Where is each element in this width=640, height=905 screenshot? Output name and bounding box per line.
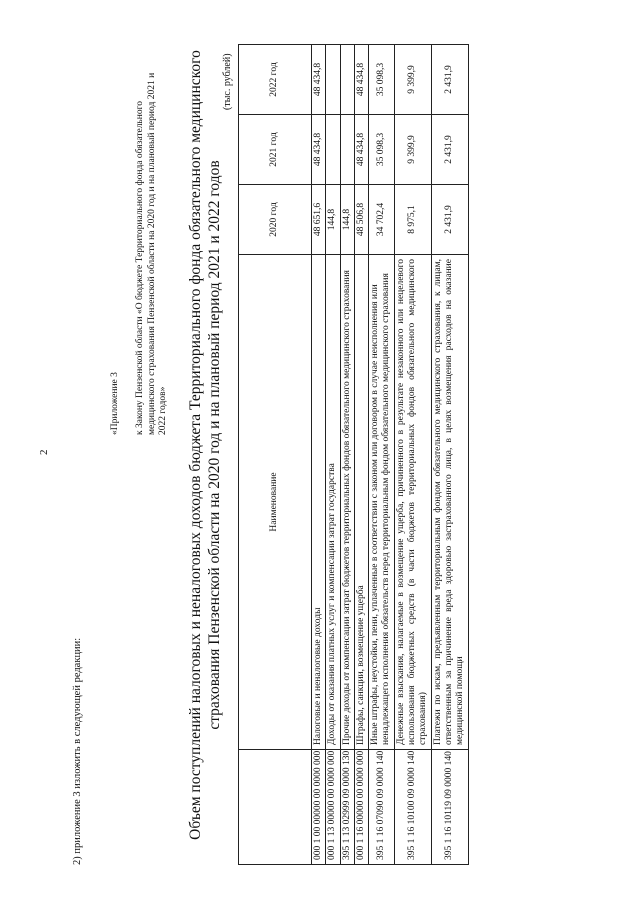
row-code: 395 1 16 10119 09 0000 140 bbox=[431, 750, 468, 865]
header-2020: 2020 год bbox=[239, 185, 312, 255]
row-code: 395 1 16 10100 09 0000 140 bbox=[394, 750, 431, 865]
table-row bbox=[354, 45, 368, 865]
header-code bbox=[239, 750, 312, 865]
row-name: Иные штрафы, неустойки, пени, уплаченные в соответствии с законом или договором в случае неисполнения или ненадлежащего исполнения обязательств перед территориальным фондом обязательного медицинского страхования bbox=[369, 255, 395, 750]
header-2021: 2021 год bbox=[239, 115, 312, 185]
table-row bbox=[431, 45, 468, 865]
row-value-2020: 48 651,6 bbox=[312, 185, 326, 255]
revenue-table bbox=[238, 44, 469, 865]
row-value-2020: 8 975,1 bbox=[394, 185, 431, 255]
appendix-block bbox=[110, 55, 170, 435]
row-value-2022: 35 098,3 bbox=[369, 45, 395, 115]
row-name: Штрафы, санкции, возмещение ущерба bbox=[354, 255, 368, 750]
row-name: Налоговые и неналоговые доходы bbox=[312, 255, 326, 750]
row-code: 395 1 16 07090 09 0000 140 bbox=[369, 750, 395, 865]
appendix-title: «Приложение 3 bbox=[110, 372, 120, 435]
row-value-2021 bbox=[340, 115, 354, 185]
table-header-row bbox=[239, 45, 312, 865]
row-value-2022: 2 431,9 bbox=[431, 45, 468, 115]
row-code: 000 1 00 00000 00 0000 000 bbox=[312, 750, 326, 865]
row-value-2022: 9 399,9 bbox=[394, 45, 431, 115]
row-name: Доходы от оказания платных услуг и компенсации затрат государства bbox=[326, 255, 340, 750]
table-row bbox=[340, 45, 354, 865]
row-value-2021 bbox=[326, 115, 340, 185]
table-row bbox=[369, 45, 395, 865]
row-value-2021: 35 098,3 bbox=[369, 115, 395, 185]
row-value-2020: 34 702,4 bbox=[369, 185, 395, 255]
instruction-text: 2) приложение 3 изложить в следующей редакции: bbox=[72, 637, 83, 865]
table-row bbox=[394, 45, 431, 865]
row-value-2020: 144,8 bbox=[340, 185, 354, 255]
row-value-2021: 2 431,9 bbox=[431, 115, 468, 185]
row-value-2021: 9 399,9 bbox=[394, 115, 431, 185]
appendix-subtitle: к Закону Пензенской области «О бюджете Территориального фонда обязательного медицинского страхования Пензенской области на 2020 год и на плановый период 2021 и 2022 годов» bbox=[135, 72, 169, 435]
row-name: Прочие доходы от компенсации затрат бюджетов территориальных фондов обязательного медицинского страхования bbox=[340, 255, 354, 750]
row-value-2022: 48 434,8 bbox=[312, 45, 326, 115]
row-name: Денежные взыскания, налагаемые в возмещение ущерба, причиненного в результате незаконного или нецелевого использования бюджетных средств (в части бюджетов территориальных фондов обязательного медицинского страхования) bbox=[394, 255, 431, 750]
row-code: 395 1 13 02999 09 0000 130 bbox=[340, 750, 354, 865]
page-number: 2 bbox=[38, 449, 50, 455]
document-title: Объем поступлений налоговых и неналоговых доходов бюджета Территориального фонда обязательного медицинского страхования Пензенской области на 2020 год и на плановый период 2021 и 2022 годов bbox=[187, 50, 223, 840]
units-label: (тыс. рублей) bbox=[222, 53, 233, 110]
header-name: Наименование bbox=[239, 255, 312, 750]
table-row bbox=[312, 45, 326, 865]
table-row bbox=[326, 45, 340, 865]
row-value-2022: 48 434,8 bbox=[354, 45, 368, 115]
row-value-2021: 48 434,8 bbox=[312, 115, 326, 185]
row-value-2021: 48 434,8 bbox=[354, 115, 368, 185]
row-value-2020: 2 431,9 bbox=[431, 185, 468, 255]
header-2022: 2022 год bbox=[239, 45, 312, 115]
row-code: 000 1 16 00000 00 0000 000 bbox=[354, 750, 368, 865]
row-code: 000 1 13 00000 00 0000 000 bbox=[326, 750, 340, 865]
row-value-2020: 48 506,8 bbox=[354, 185, 368, 255]
row-value-2022 bbox=[340, 45, 354, 115]
row-value-2022 bbox=[326, 45, 340, 115]
row-value-2020: 144,8 bbox=[326, 185, 340, 255]
row-name: Платежи по искам, предъявленным территориальным фондом обязательного медицинского страхования, к лицам, ответственным за причинение вреда здоровью застрахованного лица, в целях возмещения расходов на оказание медицинской помощи bbox=[431, 255, 468, 750]
